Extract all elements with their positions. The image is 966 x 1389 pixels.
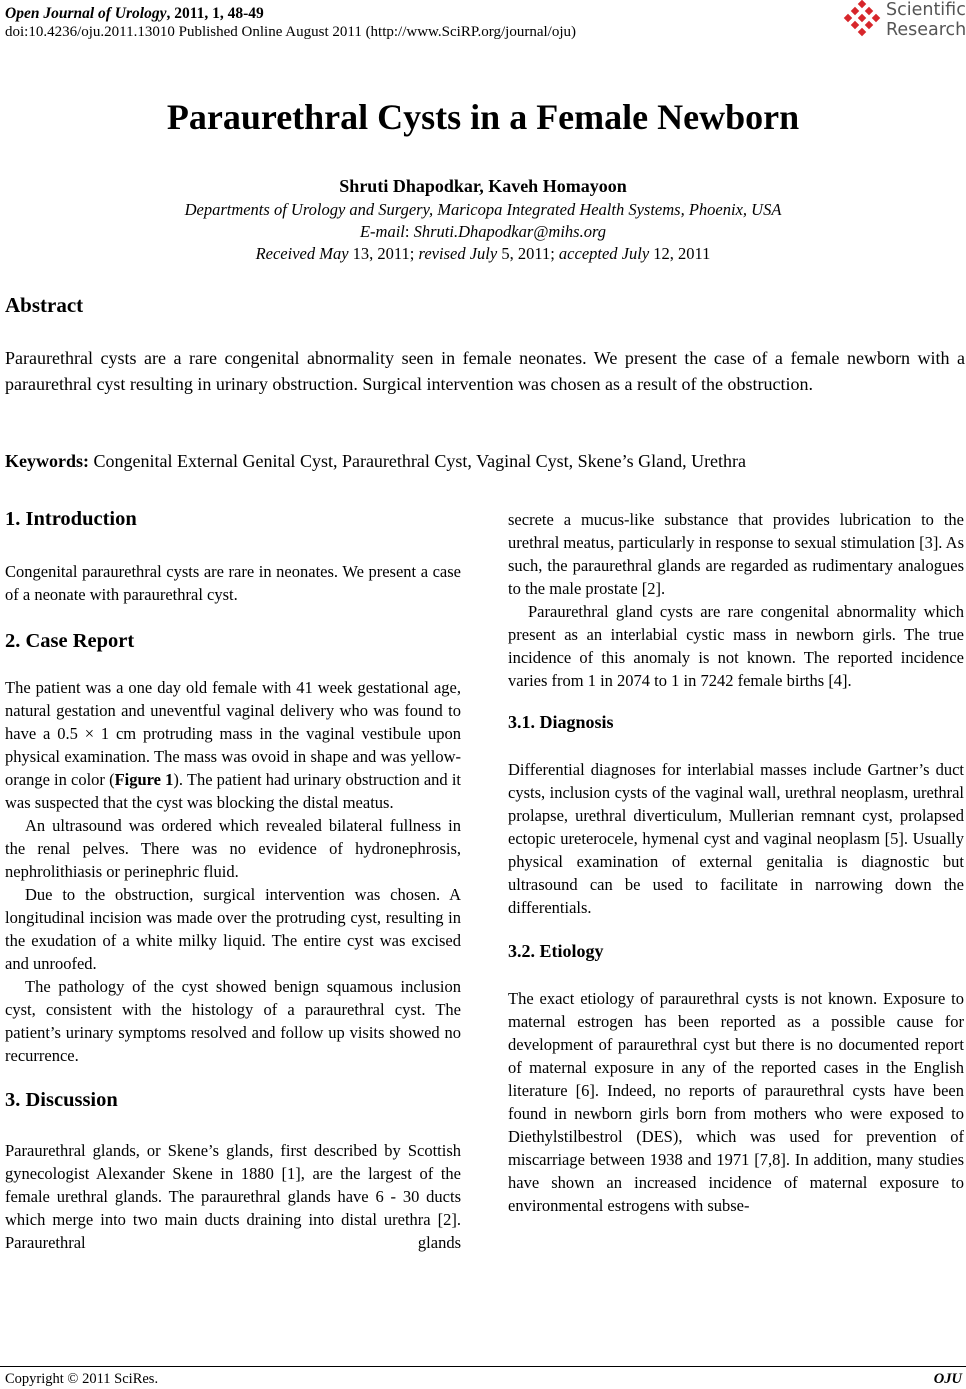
journal-volume: , 2011, 1, 48-49	[166, 5, 264, 22]
revised-label: revised July	[418, 244, 498, 263]
affiliation: Departments of Urology and Surgery, Maricopa Integrated Health Systems, Phoenix, USA	[184, 200, 782, 219]
keywords	[5, 448, 965, 474]
case-paragraph-3: Due to the obstruction, surgical intervention was chosen. A longitudinal incision was made over the protruding cyst, resulting in the exudation of a white milky liquid. The entire cyst was excised and unroofed.	[5, 885, 461, 973]
logo-line2: Research	[886, 20, 966, 40]
intro-paragraph: Congenital paraurethral cysts are rare in neonates. We present a case of a neonate with paraurethral cyst.	[5, 562, 461, 604]
figure-1-ref[interactable]: Figure 1	[114, 770, 174, 789]
dates-line	[0, 243, 966, 265]
article-title: Paraurethral Cysts in a Female Newborn	[166, 97, 800, 137]
journal-header	[5, 4, 264, 23]
abstract-text: Paraurethral cysts are a rare congenital abnormality seen in female neonates. We present the case of a female newborn with a paraurethral cyst resulting in urinary obstruction. Surgical intervention was chosen as a result of the obstruction.	[5, 348, 965, 394]
journal-name: Open Journal of Urology	[5, 5, 167, 22]
affiliation-country: USA	[751, 200, 782, 219]
section-heading-introduction: 1. Introduction	[5, 508, 137, 530]
section-heading-case-report: 2. Case Report	[5, 630, 135, 652]
logo-text	[886, 0, 966, 40]
left-column	[5, 506, 461, 1254]
keywords-text: Congenital External Genital Cyst, Paraurethral Cyst, Vaginal Cyst, Skene’s Gland, Urethra	[89, 451, 747, 471]
scirp-logo-icon	[842, 0, 882, 40]
case-p1-part-b: ). The patient had urinary obstruction and it was suspected that the cyst was blocking the distal meatus.	[5, 770, 461, 812]
abstract-heading: Abstract	[5, 293, 84, 317]
authors: Shruti Dhapodkar, Kaveh Homayoon	[339, 176, 627, 196]
etiology-paragraph: The exact etiology of paraurethral cysts is not known. Exposure to maternal estrogen has been reported as a possible cause for development of paraurethral cyst but there is no documented report of maternal exposure in any of the reported cases in the English literature [6]. Indeed, no reports of paraurethral cysts have been found in newborn girls born from mothers who were exposed to Diethylstilbestrol (DES), which was used for prevention of miscarriage between 1938 and 1971 [7,8]. In addition, many studies have shown an increased incidence of maternal exposure to environmental estrogens with subse-	[508, 989, 964, 1215]
email-label: E-mail	[359, 222, 405, 241]
revised-date: 5, 2011;	[497, 244, 559, 263]
discussion-paragraph-2: Paraurethral gland cysts are rare congenital abnormality which present as an interlabial cystic mass in newborn girls. The true incidence of this anomaly is not known. The reported incidence varies from 1 in 2074 to 1 in 7242 female births [4].	[508, 602, 964, 690]
affiliation-org: Maricopa Integrated Health Systems	[437, 200, 681, 219]
received-date: 13, 2011;	[348, 244, 419, 263]
case-paragraph-1	[5, 676, 461, 814]
affiliation-city: Phoenix	[688, 200, 743, 219]
diagnosis-paragraph: Differential diagnoses for interlabial masses include Gartner’s duct cysts, inclusion cysts of the vaginal wall, urethral neoplasm, urethral prolapse, urethral diverticulum, Mullerian remnant cyst, prolapsed ectopic ureterocele, hymenal cyst and vaginal neoplasm [5]. Usually physical examination of external genitalia is diagnostic but ultrasound can be used to facilitate in narrowing down the differentials.	[508, 760, 964, 917]
doi-line: doi:10.4236/oju.2011.13010 Published Online August 2011 (http://www.SciRP.org/journal/oju)	[5, 24, 576, 40]
email-line: E-mail: Shruti.Dhapodkar@mihs.org	[359, 222, 607, 241]
discussion-paragraph-1-continued: secrete a mucus-like substance that provides lubrication to the urethral meatus, particularly in response to sexual stimulation [3]. As such, the paraurethral glands are regarded as rudimentary analogues to the male prostate [2].	[508, 510, 964, 598]
keywords-label: Keywords:	[5, 451, 89, 471]
discussion-paragraph-1: Paraurethral glands, or Skene’s glands, first described by Scottish gynecologist Alexander Skene in 1880 [1], are the largest of the female urethral glands. The paraurethral glands have 6 - 30 ducts which merge into two main ducts draining into distal urethra [2]. Paraurethral glands	[5, 1141, 461, 1252]
accepted-date: 12, 2011	[649, 244, 711, 263]
footer-divider	[0, 1366, 966, 1367]
received-label: Received May	[255, 244, 349, 263]
section-heading-discussion: 3. Discussion	[5, 1089, 118, 1111]
footer-copyright: Copyright © 2011 SciRes.	[5, 1371, 159, 1387]
case-p1-part-a: The patient was a one day old female with 41 week gestational age, natural gestation and uneventful vaginal delivery who was found to have a 0.5 × 1 cm protruding mass in the vaginal vestibule upon physical examination. The mass was ovoid in shape and was yellow-orange in color (	[5, 678, 461, 789]
subsection-heading-etiology: 3.2. Etiology	[508, 941, 604, 961]
publisher-logo	[842, 0, 966, 42]
right-column	[508, 508, 964, 1217]
affiliation-dept: Departments of Urology and Surgery	[184, 200, 430, 219]
accepted-label: accepted July	[558, 244, 650, 263]
subsection-heading-diagnosis: 3.1. Diagnosis	[508, 712, 614, 732]
footer-journal-abbr: OJU	[933, 1371, 962, 1387]
email-address[interactable]: Shruti.Dhapodkar@mihs.org	[413, 222, 607, 241]
case-paragraph-2: An ultrasound was ordered which revealed bilateral fullness in the renal pelves. There was no evidence of hydronephrosis, nephrolithiasis or perinephric fluid.	[5, 816, 461, 881]
case-paragraph-4: The pathology of the cyst showed benign squamous inclusion cyst, consistent with the histology of a paraurethral cyst. The patient’s urinary symptoms resolved and follow up visits showed no recurrence.	[5, 977, 461, 1065]
logo-line1: Scientific	[886, 0, 966, 20]
